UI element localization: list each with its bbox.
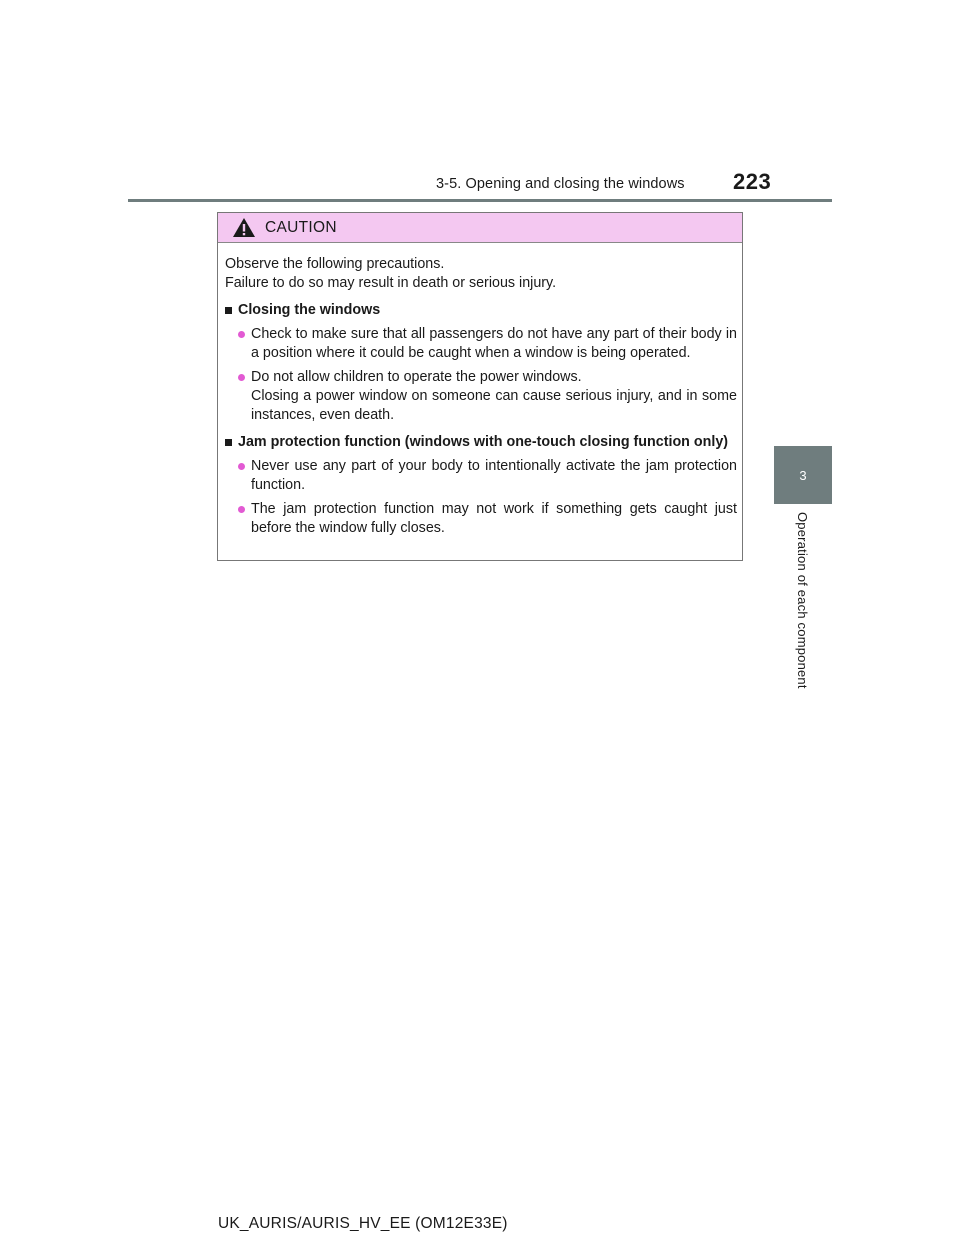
list-item (238, 457, 737, 495)
chapter-title: Operation of each component (795, 512, 811, 689)
section-jam-protection (225, 433, 737, 538)
header-divider (128, 199, 832, 202)
bullet-text: Never use any part of your body to intentionally activate the jam protection function. (251, 458, 737, 493)
round-bullet-icon (238, 463, 245, 470)
round-bullet-icon (238, 506, 245, 513)
round-bullet-icon (238, 331, 245, 338)
bullet-text: Check to make sure that all passengers do not have any part of their body in a position where it could be caught when a window is being operated. (251, 326, 737, 361)
chapter-number: 3 (799, 467, 807, 483)
intro-line: Observe the following precautions. (225, 256, 445, 272)
page-number: 223 (733, 169, 772, 194)
list-item (238, 500, 737, 538)
caution-title: CAUTION (265, 218, 337, 236)
section-title: 3-5. Opening and closing the windows (436, 176, 685, 192)
list-item (238, 368, 737, 425)
bullet-text: Closing a power window on someone can cause serious injury, and in some instances, even death. (251, 388, 737, 423)
list-item (238, 325, 737, 363)
round-bullet-icon (238, 374, 245, 381)
bullet-text: The jam protection function may not work if something gets caught just before the window fully closes. (251, 501, 737, 536)
model-code: UK_AURIS/AURIS_HV_EE (OM12E33E) (218, 1215, 508, 1232)
square-bullet-icon (225, 307, 232, 314)
bullet-text: Do not allow children to operate the power windows. (251, 369, 582, 385)
caution-box (217, 212, 743, 561)
section-heading-text: Closing the windows (238, 302, 381, 318)
intro-line: Failure to do so may result in death or serious injury. (225, 275, 557, 291)
section-closing-windows (225, 301, 737, 425)
section-heading (225, 433, 737, 452)
caution-body (218, 243, 742, 538)
section-heading (225, 301, 737, 320)
caution-intro (225, 255, 737, 293)
chapter-tab (774, 446, 832, 504)
caution-header (218, 213, 742, 243)
square-bullet-icon (225, 439, 232, 446)
warning-triangle-icon (232, 217, 256, 238)
section-heading-text: Jam protection function (windows with one-touch closing function only) (238, 434, 729, 450)
